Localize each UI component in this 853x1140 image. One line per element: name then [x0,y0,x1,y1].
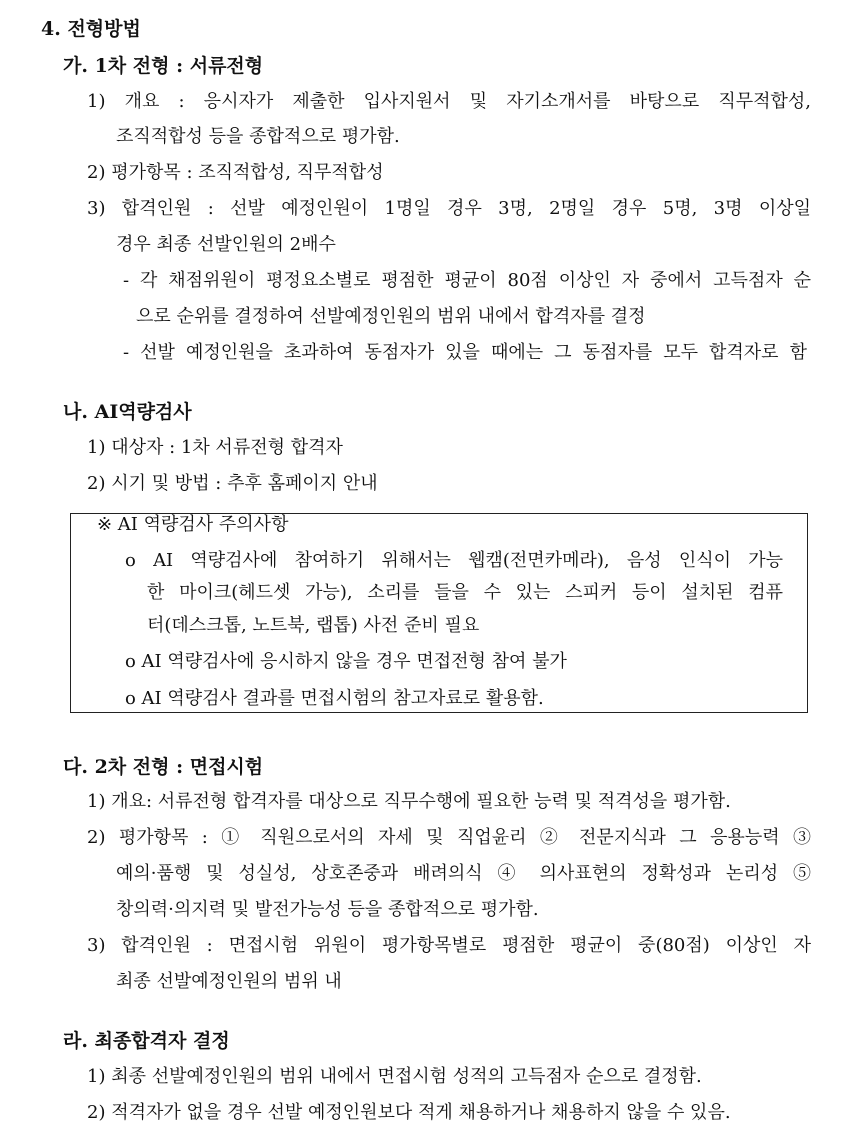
stage2-item-2-line-1: 2) 평가항목 : ① 직원으로서의 자세 및 직업윤리 ② 전문지식과 그 응용능력 ③ [87,827,811,848]
stage1-item-3-line-1: 3) 합격인원 : 선발 예정인원이 1명일 경우 3명, 2명일 경우 5명, 3명 이상일 [87,198,811,219]
ai-notice-item-1-line-2: 한 마이크(헤드셋 가능), 소리를 들을 수 있는 스피커 등이 설치된 컴퓨 [147,582,783,603]
stage1-bullet-1-line-2: 으로 순위를 결정하여 선발예정인원의 범위 내에서 합격자를 결정 [136,306,646,327]
stage1-item-3-line-2: 경우 최종 선발인원의 2배수 [116,234,336,255]
section-title: 4. 전형방법 [41,18,141,40]
stage2-item-2-line-2: 예의·품행 및 성실성, 상호존중과 배려의식 ④ 의사표현의 정확성과 논리성 ⑤ [116,863,811,884]
ai-notice-item-2: o AI 역량검사에 응시하지 않을 경우 면접전형 참여 불가 [125,651,567,672]
stage1-item-1-line-1: 1) 개요 : 응시자가 제출한 입사지원서 및 자기소개서를 바탕으로 직무적합성, [87,91,811,112]
stage1-bullet-2: - 선발 예정인원을 초과하여 동점자가 있을 때에는 그 동점자를 모두 합격자로 함 [123,342,807,363]
stage2-item-2-line-3: 창의력·의지력 및 발전가능성 등을 종합적으로 평가함. [116,899,539,920]
ai-heading: 나. AI역량검사 [63,401,192,423]
ai-item-1: 1) 대상자 : 1차 서류전형 합격자 [87,437,343,458]
stage1-item-2: 2) 평가항목 : 조직적합성, 직무적합성 [87,162,384,183]
stage2-item-3-line-2: 최종 선발예정인원의 범위 내 [116,971,342,992]
final-item-2: 2) 적격자가 없을 경우 선발 예정인원보다 적게 채용하거나 채용하지 않을 수 있음. [87,1102,731,1123]
ai-notice-title: ※ AI 역량검사 주의사항 [97,514,289,535]
stage2-heading: 다. 2차 전형 : 면접시험 [63,756,264,778]
ai-notice-item-1-line-1: o AI 역량검사에 참여하기 위해서는 웹캠(전면카메라), 음성 인식이 가능 [125,550,783,571]
final-heading: 라. 최종합격자 결정 [63,1030,230,1052]
stage1-heading: 가. 1차 전형 : 서류전형 [63,55,264,77]
stage2-item-1: 1) 개요: 서류전형 합격자를 대상으로 직무수행에 필요한 능력 및 적격성을 평가함. [87,791,731,812]
ai-item-2: 2) 시기 및 방법 : 추후 홈페이지 안내 [87,473,378,494]
ai-notice-item-3: o AI 역량검사 결과를 면접시험의 참고자료로 활용함. [125,688,544,709]
stage1-bullet-1-line-1: - 각 채점위원이 평정요소별로 평점한 평균이 80점 이상인 자 중에서 고득점자 순 [123,270,811,291]
stage2-item-3-line-1: 3) 합격인원 : 면접시험 위원이 평가항목별로 평점한 평균이 중(80점) 이상인 자 [87,935,811,956]
ai-notice-item-1-line-3: 터(데스크톱, 노트북, 랩톱) 사전 준비 필요 [147,615,480,636]
stage1-item-1-line-2: 조직적합성 등을 종합적으로 평가함. [116,126,400,147]
final-item-1: 1) 최종 선발예정인원의 범위 내에서 면접시험 성적의 고득점자 순으로 결정함. [87,1066,702,1087]
